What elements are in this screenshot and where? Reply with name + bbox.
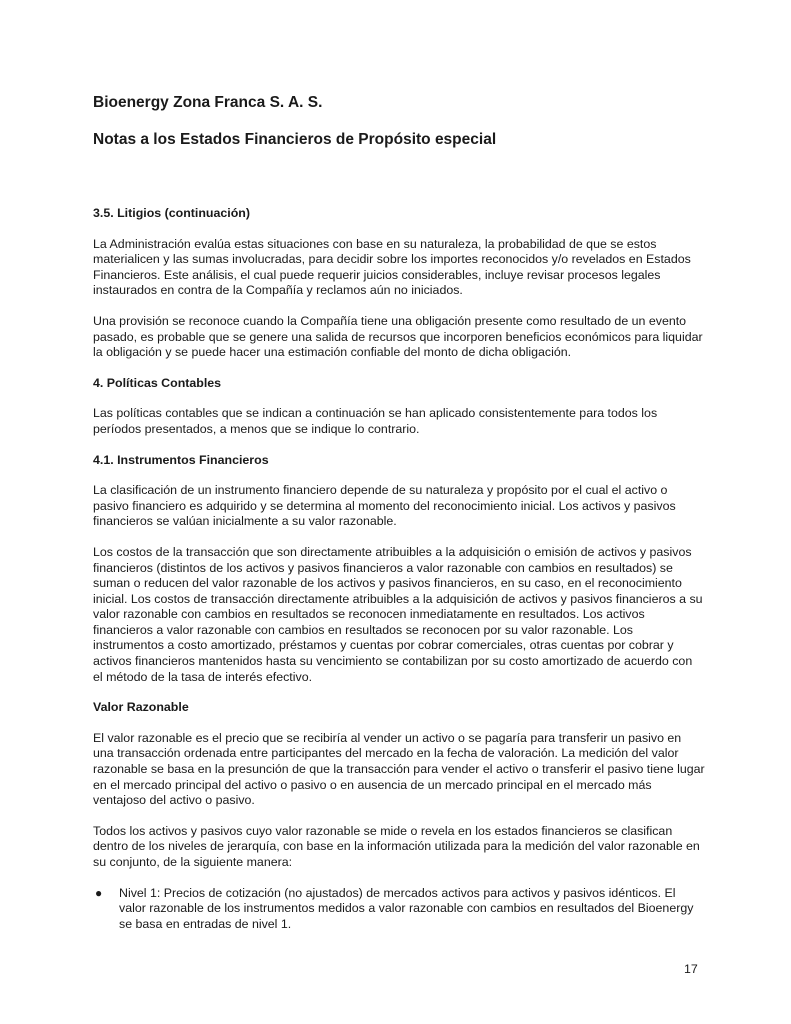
section-heading-litigios: 3.5. Litigios (continuación) xyxy=(93,206,250,220)
list-item xyxy=(93,886,705,933)
list-item-text: Nivel 1: Precios de cotización (no ajustados) de mercados activos para activos y pasivos idénticos. El valor razonable de los instrumentos medidos a valor razonable con cambios en resultados del Bioenergy se basa en entradas de nivel 1. xyxy=(119,885,694,931)
paragraph: El valor razonable es el precio que se recibiría al vender un activo o se pagaría para transferir un pasivo en una transacción ordenada entre participantes del mercado en la fecha de valoración. La medición del valor razonable se basa en la presunción de que la transacción para vender el activo o transferir el pasivo tiene lugar en el mercado principal del activo o pasivo o en ausencia de un mercado principal en el mercado más ventajoso del activo o pasivo. xyxy=(93,730,705,808)
company-name: Bioenergy Zona Franca S. A. S. xyxy=(93,94,323,111)
paragraph: Los costos de la transacción que son directamente atribuibles a la adquisición o emisión de activos y pasivos financieros (distintos de los activos y pasivos financieros a valor razonable con cambios en resultados) se suman o reducen del valor razonable de los activos y pasivos financieros, en su caso, en el reconocimiento inicial. Los costos de transacción directamente atribuibles a la adquisición de activos y pasivos financieros a su valor razonable con cambios en resultados se reconocen inmediatamente en resultados. Los activos financieros a valor razonable con cambios en resultados se reconocen por su valor razonable. Los instrumentos a costo amortizado, préstamos y cuentas por cobrar comerciales, otras cuentas por cobrar y activos financieros mantenidos hasta su vencimiento se contabilizan por su costo amortizado de acuerdo con el método de la tasa de interés efectivo. xyxy=(93,544,703,684)
paragraph: Las políticas contables que se indican a continuación se han aplicado consistentemente para todos los períodos presentados, a menos que se indique lo contrario. xyxy=(93,406,658,436)
paragraph: Todos los activos y pasivos cuyo valor razonable se mide o revela en los estados financieros se clasifican dentro de los niveles de jerarquía, con base en la información utilizada para la medición del valor razonable en su conjunto, de la siguiente manera: xyxy=(93,823,700,869)
document-body xyxy=(93,206,705,932)
document-subtitle: Notas a los Estados Financieros de Propósito especial xyxy=(93,131,497,148)
paragraph: La Administración evalúa estas situaciones con base en su naturaleza, la probabilidad de que se estos materialicen y las sumas involucradas, para decidir sobre los importes reconocidos y/o revelados en Estados Financieros. Este análisis, el cual puede requerir juicios considerables, incluye revisar procesos legales instaurados en contra de la Compañía y reclamos aún no iniciados. xyxy=(93,236,691,298)
section-heading-valor-razonable: Valor Razonable xyxy=(93,700,189,715)
page-number: 17 xyxy=(684,962,698,976)
section-heading-politicas: 4. Políticas Contables xyxy=(93,375,222,390)
paragraph: Una provisión se reconoce cuando la Compañía tiene una obligación presente como resultado de un evento pasado, es probable que se genere una salida de recursos que incorporen beneficios económicos para liquidar la obligación y se puede hacer una estimación confiable del monto de dicha obligación. xyxy=(93,313,703,360)
paragraph: La clasificación de un instrumento financiero depende de su naturaleza y propósito por el cual el activo o pasivo financiero es adquirido y se determina al momento del reconocimiento inicial. Los activos y pasivos financieros se valúan inicialmente a su valor razonable. xyxy=(93,483,676,529)
page-header xyxy=(93,93,497,148)
section-heading-instrumentos: 4.1. Instrumentos Financieros xyxy=(93,452,269,467)
bullet-icon: ● xyxy=(95,885,103,900)
